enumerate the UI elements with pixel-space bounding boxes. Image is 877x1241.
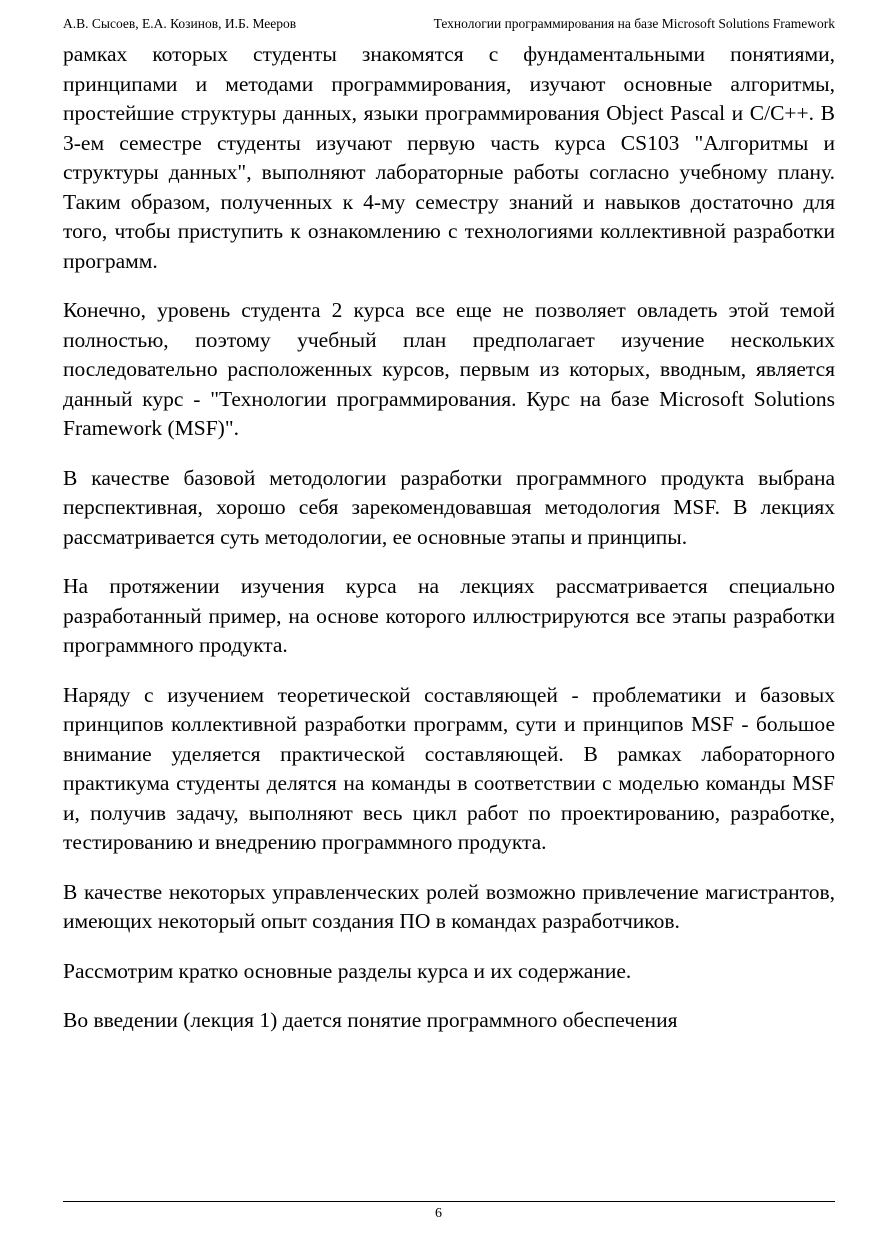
paragraph: Во введении (лекция 1) дается понятие программного обеспечения <box>63 1008 678 1032</box>
paragraph: Рассмотрим кратко основные разделы курса и их содержание. <box>63 958 632 983</box>
header-authors: А.В. Сысоев, Е.А. Козинов, И.Б. Мееров <box>63 16 297 31</box>
header-book-title: Технологии программирования на базе Microsoft Solutions Framework <box>433 16 835 31</box>
body-text <box>63 40 835 1056</box>
paragraph: На протяжении изучения курса на лекциях рассматривается специально разработанный пример, на основе которого иллюстрируются все этапы разработки программного продукта. <box>63 574 835 657</box>
paragraph: В качестве базовой методологии разработки программного продукта выбрана перспективная, хорошо себя зарекомендовавшая методология MSF. В лекциях рассматривается суть методологии, ее основные этапы и принципы. <box>63 465 835 549</box>
paragraph: рамках которых студенты знакомятся с фундаментальными понятиями, принципами и методами программирования, изучают основные алгоритмы, простейшие структуры данных, языки программирования Object Pascal и C/C++. В 3-ем семестре студенты изучают первую часть курса CS103 "Алгоритмы и структуры данных", выполняют лабораторные работы согласно учебному плану. Таким образом, полученных к 4-му семестру знаний и навыков достаточно для того, чтобы приступить к ознакомлению с технологиями коллективной разработки программ. <box>63 42 835 273</box>
footer-divider <box>63 1201 835 1202</box>
paragraph: Наряду с изучением теоретической составляющей - проблематики и базовых принципов коллективной разработки программ, сути и принципов MSF - большое внимание уделяется практической составляющей. В рамках лабораторного практикума студенты делятся на команды в соответствии с моделью команды MSF и, получив задачу, выполняют весь цикл работ по проектированию, разработке, тестированию и внедрению программного продукта. <box>63 682 835 854</box>
running-header <box>63 14 835 34</box>
paragraph: Конечно, уровень студента 2 курса все еще не позволяет овладеть этой темой полностью, поэтому учебный план предполагает изучение нескольких последовательно расположенных курсов, первым из которых, вводным, является данный курс - "Технологии программирования. Курс на базе Microsoft Solutions Framework (MSF)". <box>63 298 835 440</box>
page-number: 6 <box>435 1206 442 1221</box>
paragraph: В качестве некоторых управленческих ролей возможно привлечение магистрантов, имеющих некоторый опыт создания ПО в командах разработчиков. <box>63 879 835 933</box>
